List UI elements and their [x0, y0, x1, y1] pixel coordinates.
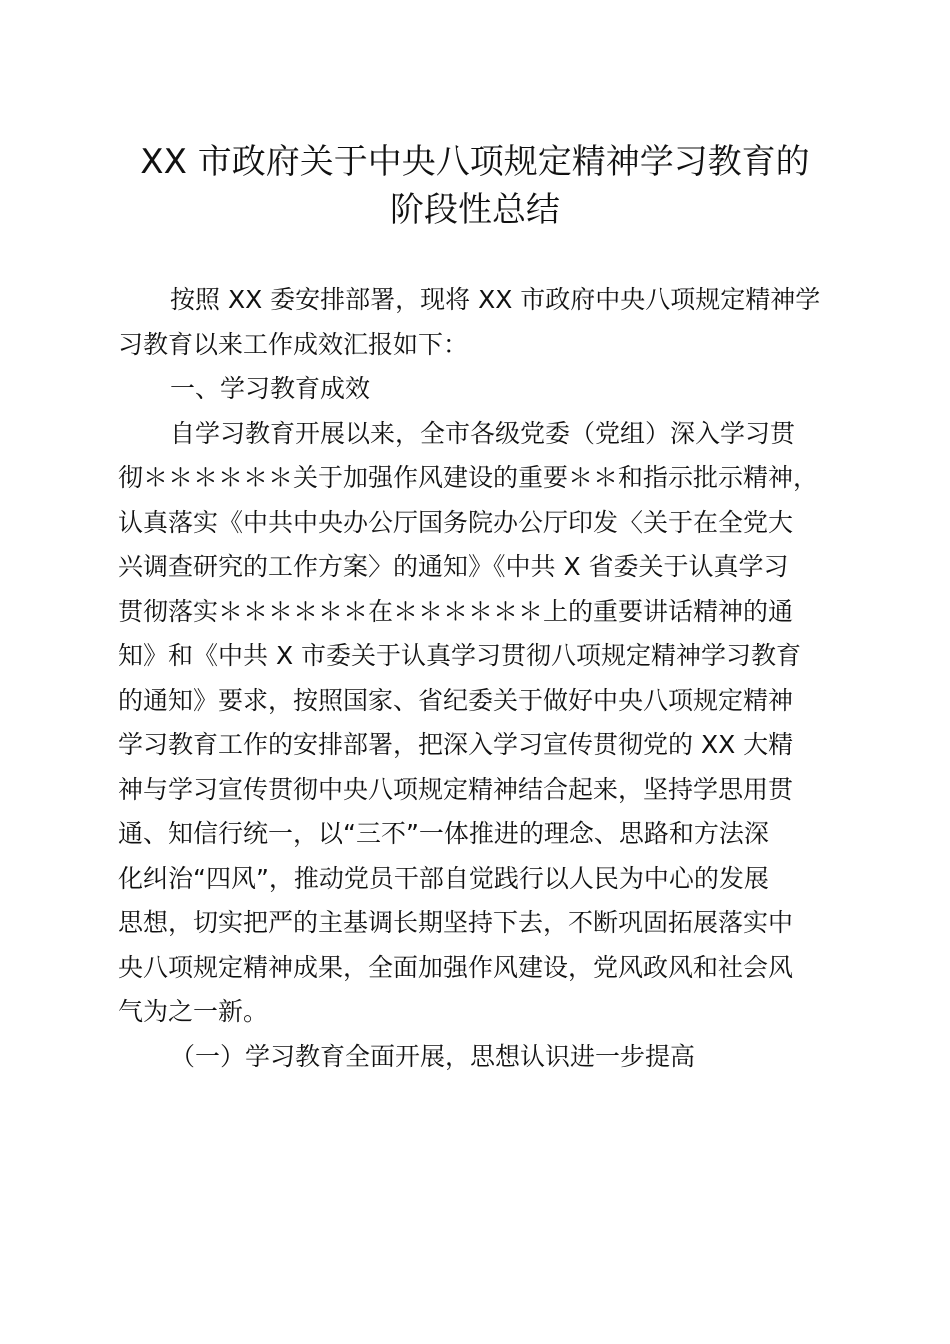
body-line: 自学习教育开展以来，全市各级党委（党组）深入学习贯: [170, 418, 796, 448]
body-line: 央八项规定精神成果，全面加强作风建设，党风政风和社会风: [118, 952, 794, 982]
body-line: 神与学习宣传贯彻中央八项规定精神结合起来，坚持学思用贯: [118, 774, 794, 804]
body-line: 气为之一新。: [118, 997, 269, 1026]
document-title: [100, 138, 850, 234]
body-line: 彻＊＊＊＊＊＊关于加强作风建设的重要＊＊和指示批示精神，: [118, 463, 819, 492]
body-line: 通、知信行统一，以“三不”一体推进的理念、思路和方法深: [118, 819, 769, 848]
body-line: 知》和《中共 X 市委关于认真学习贯彻八项规定精神学习教育: [118, 641, 802, 670]
body-line: 兴调查研究的工作方案〉的通知》《中共 X 省委关于认真学习: [118, 552, 789, 581]
body-line: 认真落实《中共中央办公厅国务院办公厅印发〈关于在全党大: [118, 507, 794, 537]
section-heading: 一、学习教育成效: [170, 374, 371, 403]
title-line-1: XX 市政府关于中央八项规定精神学习教育的: [140, 142, 810, 182]
body-line: 思想，切实把严的主基调长期坚持下去，不断巩固拓展落实中: [118, 908, 794, 937]
document-body: [118, 278, 838, 1079]
subsection-heading: （一）学习教育全面开展，思想认识进一步提高: [170, 1041, 696, 1071]
body-line: 贯彻落实＊＊＊＊＊＊在＊＊＊＊＊＊上的重要讲话精神的通: [118, 596, 794, 626]
body-line: 习教育以来工作成效汇报如下：: [118, 329, 469, 359]
body-line: 化纠治“四风”，推动党员干部自觉践行以人民为中心的发展: [118, 863, 769, 893]
title-line-2: 阶段性总结: [390, 190, 560, 230]
body-line: 学习教育工作的安排部署，把深入学习宣传贯彻党的 XX 大精: [118, 730, 794, 759]
body-line: 的通知》要求，按照国家、省纪委关于做好中央八项规定精神: [118, 685, 794, 715]
body-line: 按照 XX 委安排部署，现将 XX 市政府中央八项规定精神学: [170, 285, 821, 314]
